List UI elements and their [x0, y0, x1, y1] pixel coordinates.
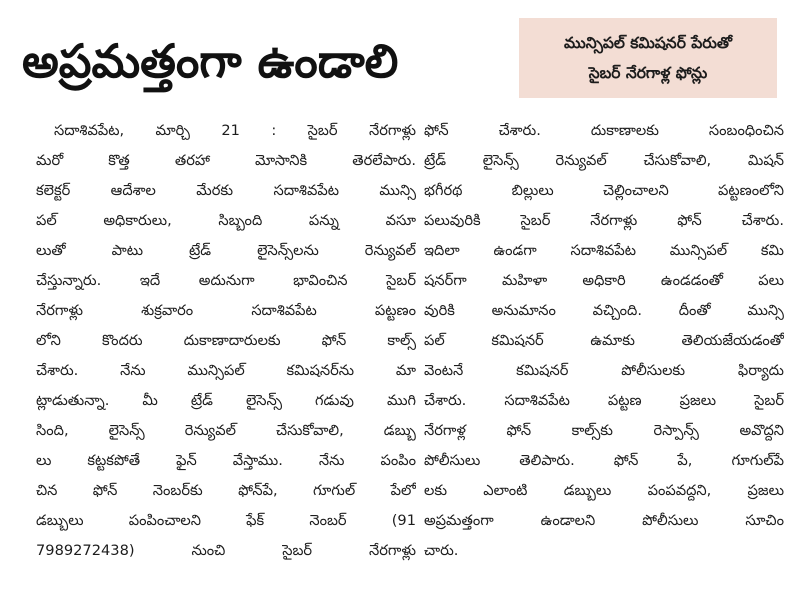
text-line: 7989272438) నుంచి సైబర్ నేరగాళ్లు — [36, 542, 416, 559]
subhead-line-2: సైబర్ నేరగాళ్ల ఫోన్లు — [588, 64, 708, 82]
text-line: కలెక్టర్ ఆదేశాల మేరకు సదాశివపేట మున్సి — [36, 182, 416, 199]
text-line: పల్ అధికారులు, సిబ్బంది పన్ను వసూ — [36, 212, 416, 229]
text-line: ఇదిలా ఉండగా సదాశివపేట మున్సిపల్ కమి — [424, 242, 784, 259]
text-line: ట్రేడ్ లైసెన్స్ రెన్యువల్ చేసుకోవాలి, మిషన్ — [424, 152, 784, 169]
text-line: చారు. — [424, 542, 459, 559]
left-column — [36, 116, 416, 566]
text-line: డబ్బులు పంపించాలని ఫేక్ నెంబర్ (91 — [36, 512, 416, 529]
text-line: చేశారు. నేను మున్సిపల్ కమిషనర్‌ను మా — [36, 362, 416, 379]
text-line: లోని కొందరు దుకాణాదారులకు ఫోన్ కాల్స్ — [36, 332, 416, 349]
text-line: లు కట్టకపోతే ఫైన్ వేస్తాము. నేను పంపిం — [36, 452, 416, 469]
text-line: లకు ఎలాంటి డబ్బులు పంపవద్దని, ప్రజలు — [424, 482, 784, 499]
text-line: చేస్తున్నారు. ఇదే అదునుగా భావించిన సైబర్ — [36, 272, 416, 289]
text-line: నేరగాళ్లు శుక్రవారం సదాశివపేట పట్టణం — [36, 302, 416, 319]
text-line: షనర్‌గా మహిళా అధికారి ఉండడంతో పలు — [424, 272, 784, 289]
text-line: లుతో పాటు ట్రేడ్ లైసెన్స్‌లను రెన్యువల్ — [36, 242, 416, 259]
text-line: చిన ఫోన్ నెంబర్‌కు ఫోన్‌పే, గూగుల్ పేలో — [36, 482, 416, 499]
text-line: చేశారు. సదాశివపేట పట్టణ ప్రజలు సైబర్ — [424, 392, 784, 409]
text-line: మరో కొత్త తరహా మోసానికి తెరలేపారు. — [36, 152, 416, 169]
text-line: వెంటనే కమిషనర్ పోలీసులకు ఫిర్యాదు — [424, 362, 784, 379]
text-line: అప్రమత్తంగా ఉండాలని పోలీసులు సూచిం — [424, 512, 784, 529]
text-line: సదాశివపేట, మార్చి 21 : సైబర్ నేరగాళ్లు — [54, 122, 416, 139]
text-line: భగీరథ బిల్లులు చెల్లించాలని పట్టణంలోని — [424, 182, 784, 199]
text-line: పల్ కమిషనర్ ఉమాకు తెలియజేయడంతో — [424, 332, 784, 349]
text-line: ట్లాడుతున్నా. మీ ట్రేడ్ లైసెన్స్ గడువు ముగి — [36, 392, 416, 409]
text-line: నేరగాళ్ల ఫోన్ కాల్స్‌కు రెస్పాన్స్ అవొద్దని — [424, 422, 784, 439]
text-line: ఫోన్ చేశారు. దుకాణాలకు సంబంధించిన — [424, 122, 784, 139]
text-line: సింది, లైసెన్స్ రెన్యువల్ చేసుకోవాలి, డబ్బు — [36, 422, 416, 439]
subhead-box — [519, 18, 777, 98]
article-headline: అప్రమత్తంగా ఉండాలి — [22, 34, 399, 88]
previous-article-clipped-text — [0, 0, 800, 10]
right-column — [424, 116, 784, 566]
text-line: పలువురికి సైబర్ నేరగాళ్లు ఫోన్ చేశారు. — [424, 212, 784, 229]
text-line: వురికి అనుమానం వచ్చింది. దీంతో మున్సి — [424, 302, 784, 319]
subhead-line-1: మున్సిపల్ కమిషనర్ పేరుతో — [564, 34, 732, 52]
text-line: పోలీసులు తెలిపారు. ఫోన్ పే, గూగుల్‌పే — [424, 452, 784, 469]
